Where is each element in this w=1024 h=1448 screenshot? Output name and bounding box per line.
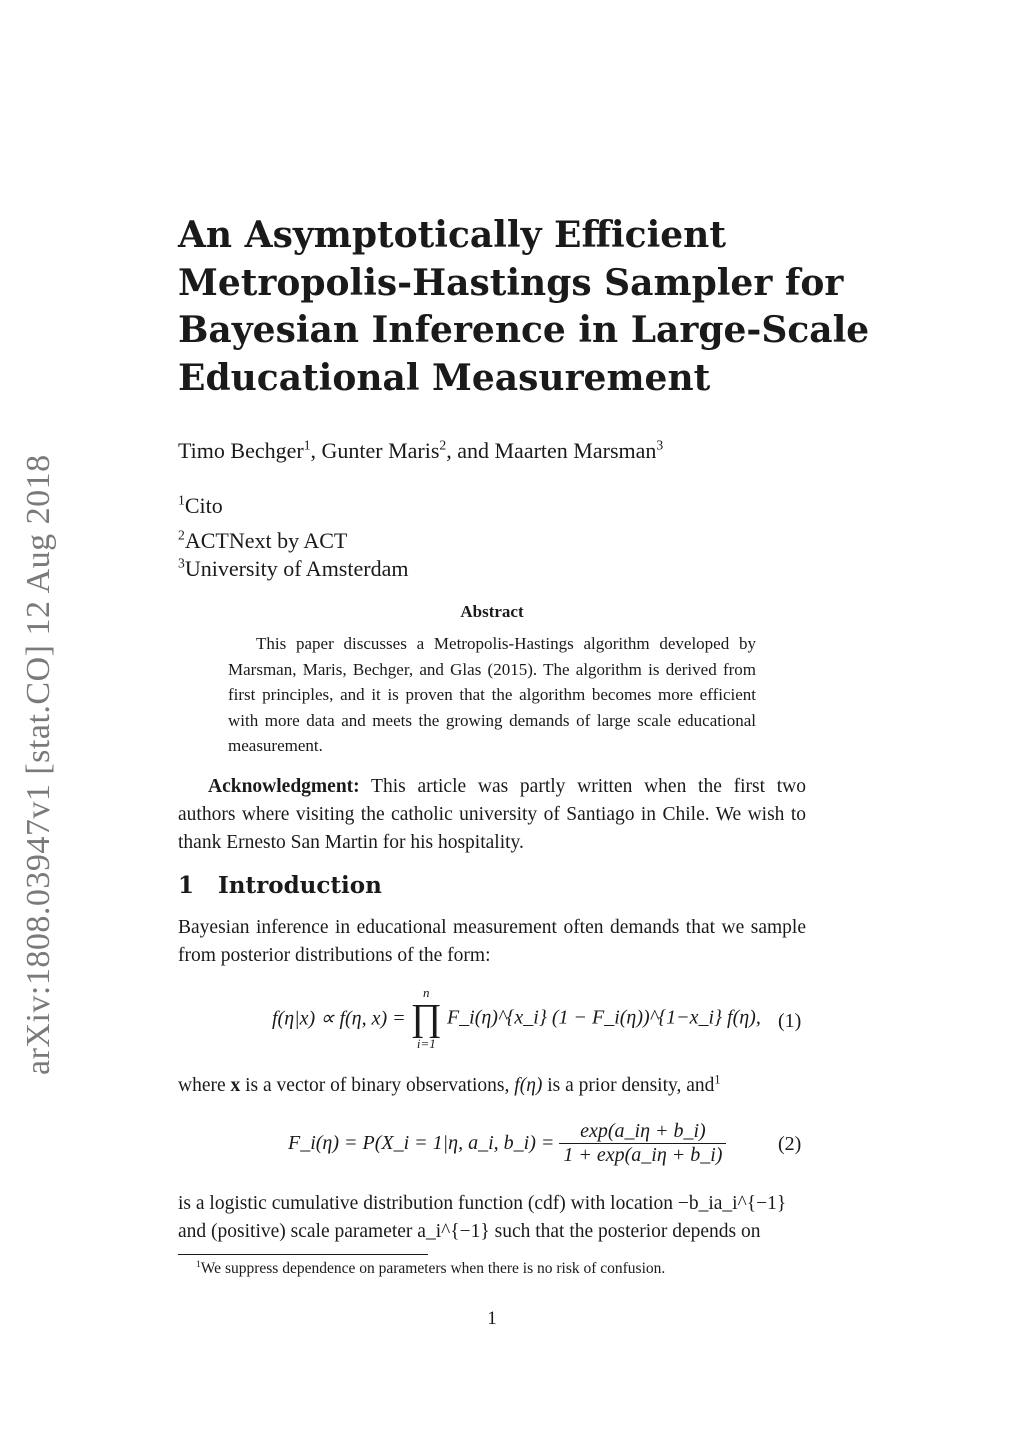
author-name: Timo Bechger [178,438,304,463]
fraction-numerator: exp(a_iη + b_i) [580,1120,706,1142]
text-run: where [178,1075,231,1096]
author-name: Gunter Maris [321,438,440,463]
fraction [559,1120,726,1167]
author-list [178,438,663,464]
footnote-mark: 1 [714,1072,721,1087]
affiliation-name: University of Amsterdam [184,556,409,581]
acknowledgment [178,773,806,858]
footnote-mark: 1 [196,1258,201,1270]
equation-number: (2) [778,1133,802,1155]
abstract-heading: Abstract [460,602,524,621]
affiliation [178,556,408,582]
paragraph [178,1190,806,1246]
text-run: is a prior density, and [542,1075,715,1096]
product-operator [411,986,442,1050]
eq2-lhs: F_i(η) = P(X_i = 1|η, a_i, b_i) = [288,1132,560,1154]
acknowledgment-label: Acknowledgment: [208,776,360,797]
author-separator: , [310,438,322,463]
title-line: Educational Measurement [178,356,711,399]
affiliation [178,493,223,519]
paragraph-line: is a logistic cumulative distribution function (cdf) with location −b_ia_i^{−1} [178,1193,787,1214]
author-name: Maarten Marsman [494,438,657,463]
affiliation-mark: 3 [178,555,185,571]
paragraph [178,1072,806,1100]
author-separator: , and [446,438,495,463]
title-line: An Asymptotically Efficient [178,214,726,256]
title-line: Bayesian Inference in Large-Scale [178,309,870,351]
affiliation-name: ACTNext by ACT [184,528,348,553]
section-heading [178,872,382,899]
title-line: Metropolis-Hastings Sampler for [178,261,844,304]
author-affiliation-mark: 3 [656,437,664,453]
equation-1 [272,986,761,1050]
page-number: 1 [487,1308,497,1329]
footnote-rule [178,1254,428,1255]
product-upper-limit: n [423,985,430,1000]
affiliation [178,528,347,554]
section-title: Introduction [218,872,382,899]
abstract-text: This paper discusses a Metropolis-Hastings algorithm developed by Marsman, Maris, Bechger, and Glas (2015). The algorithm is derived from first principles, and it is proven that the algorithm becomes more efficient with more data and meets the growing demands of large scale educational measurement. [228,634,756,756]
eq1-lhs: f(η|x) ∝ f(η, x) = [272,1007,411,1030]
footnote-text: We suppress dependence on parameters when there is no risk of confusion. [200,1260,666,1277]
product-symbol: ∏ [410,997,442,1039]
prior-density-symbol: f(η) [514,1075,543,1096]
author-affiliation-mark: 2 [439,437,447,453]
paragraph-line: and (positive) scale parameter a_i^{−1} such that the posterior depends on [178,1221,761,1243]
affiliation-mark: 2 [178,527,185,543]
footnote [196,1260,665,1278]
eq1-rhs: F_i(η)^{x_i} (1 − F_i(η))^{1−x_i} f(η), [446,1006,761,1029]
paper-title [178,212,878,402]
equation-number: (1) [778,1010,802,1032]
affiliation-mark: 1 [178,492,185,508]
paragraph: Bayesian inference in educational measurement often demands that we sample from posterior distributions of the form: [178,917,806,967]
equation-2 [288,1120,726,1167]
section-number: 1 [178,872,195,899]
fraction-denominator: 1 + exp(a_iη + b_i) [559,1143,726,1167]
author-affiliation-mark: 1 [303,437,311,453]
vector-x: x [230,1075,241,1096]
arxiv-identifier: arXiv:1808.03947v1 [stat.CO] 12 Aug 2018 [20,454,57,1075]
acknowledgment-text: This article was partly written when the first two authors where visiting the catholic university of Santiago in Chile. We wish to thank Ernesto San Martin for his hospitality. [178,776,806,854]
product-lower-limit: i=1 [416,1036,436,1051]
affiliation-name: Cito [184,493,223,518]
text-run: is a vector of binary observations, [240,1075,515,1096]
